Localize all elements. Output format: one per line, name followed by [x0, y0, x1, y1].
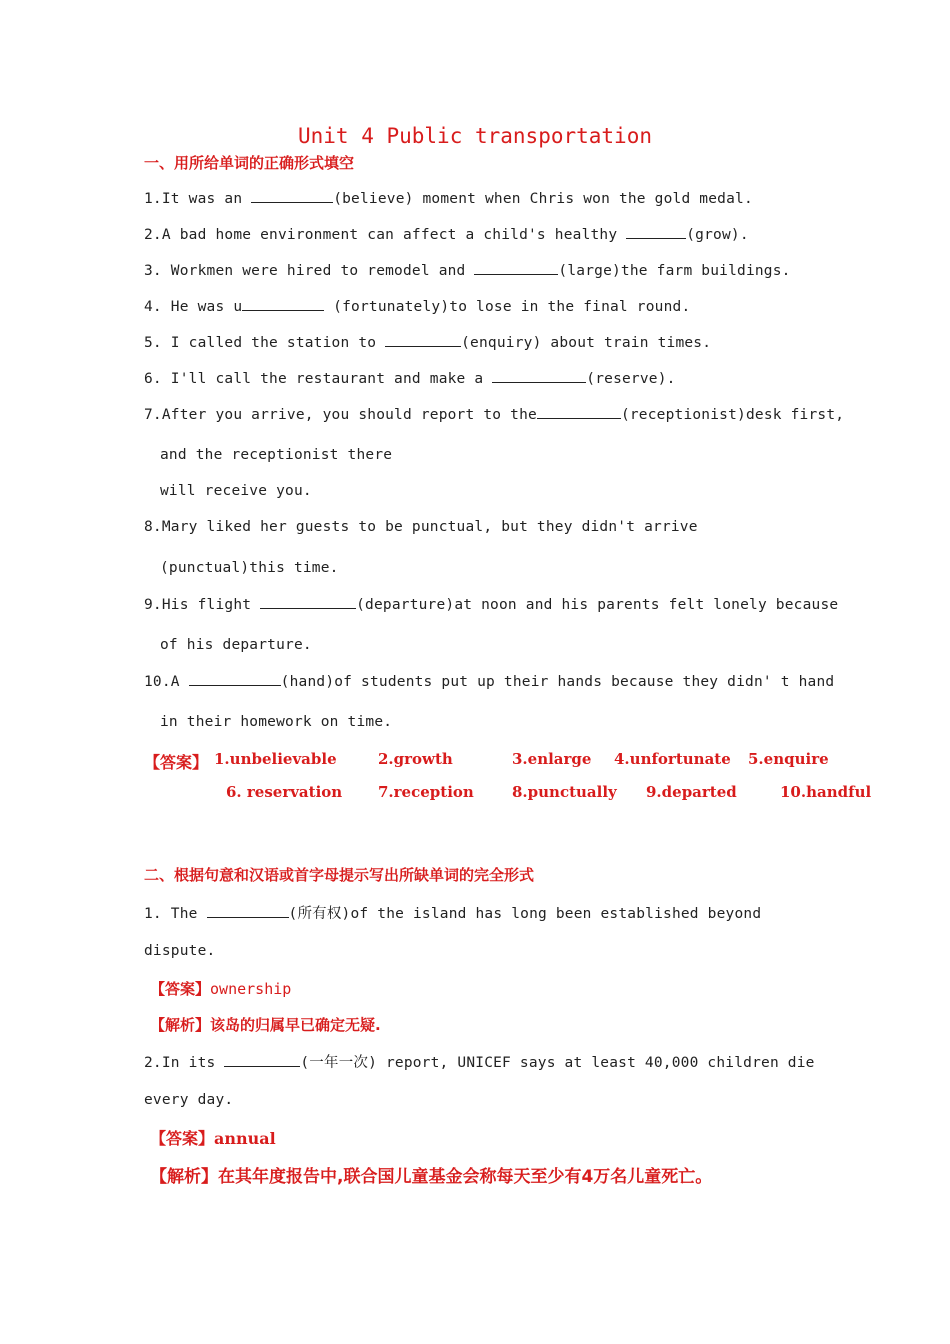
section2-question-1: [144, 902, 761, 923]
question-text: (reserve).: [586, 371, 676, 387]
question-1: [144, 190, 753, 207]
analysis-label: 【解析】: [150, 1167, 218, 1187]
question-text: 1. The: [144, 906, 207, 922]
question-number: 10.: [144, 674, 171, 690]
question-3: [144, 262, 791, 279]
section2-heading: 二、根据句意和汉语或首字母提示写出所缺单词的完全形式: [144, 866, 535, 884]
question-7-continuation: and the receptionist there: [160, 447, 393, 463]
answer-item: 5.enquire: [748, 750, 829, 768]
question-6: [144, 370, 676, 387]
question-text: (fortunately)to lose in the final round.: [324, 299, 691, 315]
answer-blank[interactable]: [189, 673, 281, 686]
question-text: 2.In its: [144, 1055, 225, 1071]
question-2: [144, 226, 749, 243]
question-text: (believe) moment when Chris won the gold medal.: [333, 191, 753, 207]
question-5: [144, 334, 711, 351]
analysis-text: 在其年度报告中,联合国儿童基金会称每天至少有4万名儿童死亡。: [218, 1167, 713, 1187]
question-number: 7.: [144, 407, 162, 423]
question-number: 6.: [144, 371, 162, 387]
question-text: A bad home environment can affect a child's healthy: [161, 227, 627, 243]
answer-item: 2.growth: [378, 750, 453, 768]
answer-label: 【答案】: [144, 753, 209, 772]
answer-label: 【答案】: [150, 1129, 215, 1148]
section2-question-2-continuation: every day.: [144, 1092, 234, 1108]
question-text: I'll call the restaurant and make a: [161, 371, 493, 387]
question-text: (large)the farm buildings.: [558, 263, 791, 279]
answer-blank[interactable]: [385, 334, 461, 347]
question-text: I called the station to: [161, 335, 386, 351]
question-7-continuation: will receive you.: [160, 483, 312, 499]
question-text: After you arrive, you should report to the: [161, 407, 537, 423]
section2-answer-2: [150, 1126, 276, 1149]
page-title: Unit 4 Public transportation: [297, 124, 652, 148]
answer-blank[interactable]: [474, 262, 558, 275]
answer-blank[interactable]: [207, 905, 289, 918]
question-text: He was u: [161, 299, 243, 315]
question-text: (enquiry) about train times.: [461, 335, 712, 351]
question-text: (departure)at noon and his parents felt lonely because: [356, 597, 839, 613]
question-text: Mary liked her guests to be punctual, but they didn't arrive: [161, 519, 698, 535]
section2-answer-1: [150, 978, 291, 999]
answer-item: 8.punctually: [512, 783, 617, 801]
answer-blank[interactable]: [242, 298, 324, 311]
question-9-continuation: of his departure.: [160, 637, 312, 653]
section2-analysis-2: [150, 1162, 712, 1187]
answer-item: 9.departed: [646, 783, 737, 801]
question-number: 5.: [144, 335, 162, 351]
answer-label: 【答案】: [150, 980, 211, 998]
question-text: It was an: [161, 191, 252, 207]
analysis-label: 【解析】: [150, 1016, 211, 1034]
answer-blank[interactable]: [260, 596, 356, 609]
question-number: 9.: [144, 597, 162, 613]
question-text: (hand)of students put up their hands because they didn' t hand: [280, 674, 835, 690]
analysis-text: 该岛的归属早已确定无疑.: [210, 1016, 381, 1034]
question-number: 4.: [144, 299, 162, 315]
question-number: 3.: [144, 263, 162, 279]
question-4: [144, 298, 690, 315]
question-8-continuation: (punctual)this time.: [160, 560, 339, 576]
question-10: [144, 673, 834, 690]
answer-item: 6. reservation: [226, 783, 343, 801]
question-text: (一年一次) report, UNICEF says at least 40,000 children die: [300, 1055, 815, 1071]
answer-blank[interactable]: [537, 406, 621, 419]
question-number: 8.: [144, 519, 162, 535]
answer-text: ownership: [210, 980, 292, 998]
question-text: Workmen were hired to remodel and: [161, 263, 475, 279]
question-text: (receptionist)desk first,: [620, 407, 845, 423]
section2-analysis-1: [150, 1014, 381, 1035]
question-10-continuation: in their homework on time.: [160, 714, 393, 730]
answer-blank[interactable]: [224, 1054, 300, 1067]
answer-item: 7.reception: [378, 783, 474, 801]
question-9: [144, 596, 838, 613]
answer-blank[interactable]: [626, 226, 686, 239]
answer-item: 10.handful: [780, 783, 872, 801]
question-7: [144, 406, 844, 423]
answer-item: 4.unfortunate: [614, 750, 731, 768]
section2-question-2: [144, 1051, 815, 1072]
question-text: (grow).: [686, 227, 749, 243]
question-text: His flight: [161, 597, 261, 613]
answer-blank[interactable]: [251, 190, 333, 203]
question-number: 2.: [144, 227, 162, 243]
answer-item: 1.unbelievable: [214, 750, 337, 768]
answer-text: annual: [214, 1129, 276, 1148]
question-8: [144, 519, 698, 535]
section2-question-1-continuation: dispute.: [144, 943, 216, 959]
question-number: 1.: [144, 191, 162, 207]
answer-item: 3.enlarge: [512, 750, 592, 768]
question-text: (所有权)of the island has long been established beyond: [288, 906, 762, 922]
question-text: A: [170, 674, 189, 690]
section1-heading: 一、用所给单词的正确形式填空: [144, 154, 355, 172]
answer-blank[interactable]: [492, 370, 586, 383]
